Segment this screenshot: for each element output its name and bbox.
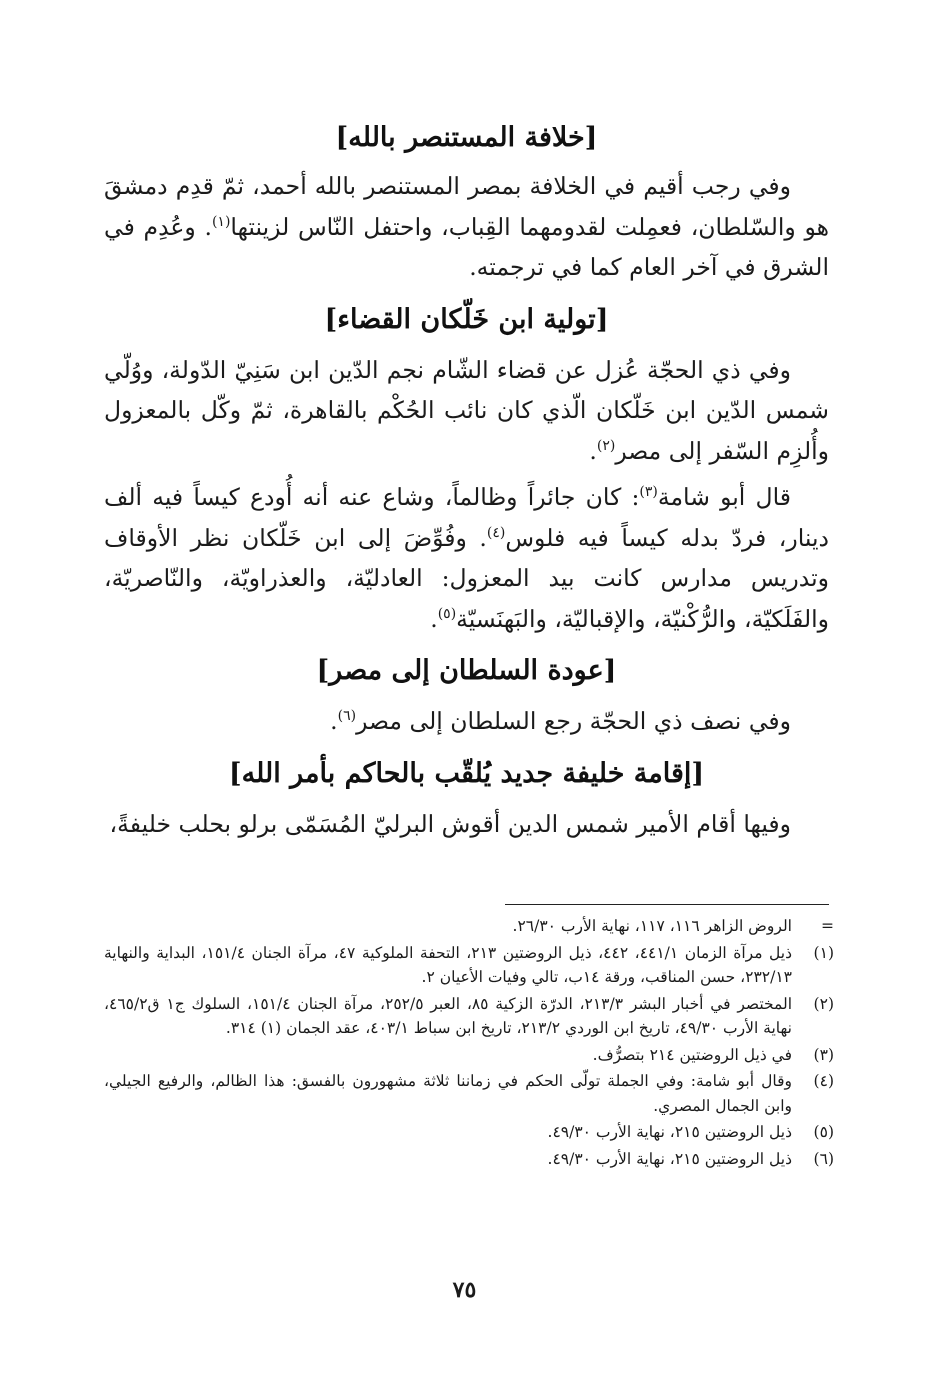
footnote-ref[interactable]: (٤) <box>486 524 506 541</box>
footnote <box>104 1069 834 1118</box>
footnote-number: (٤) <box>813 1072 834 1090</box>
footnote <box>104 941 834 990</box>
footnote-text: في ذيل الروضتين ٢١٤ بتصرُّف. <box>592 1045 792 1064</box>
footnote-text: وقال أبو شامة: وفي الجملة تولّى الحكم في زماننا ثلاثة مشهورون بالفسق: هذا الظالم، والرفيع الجيلي، وابن الجمال المصري. <box>104 1072 792 1115</box>
footnote-text: ذيل الروضتين ٢١٥، نهاية الأرب ٤٩/٣٠. <box>547 1123 792 1141</box>
footnote <box>104 1043 834 1068</box>
footnote-number: (٥) <box>813 1123 834 1141</box>
footnote <box>104 1147 834 1172</box>
footnote <box>104 914 834 939</box>
paragraph: وفي ذي الحجّة عُزل عن قضاء الشّام نجم الدّين ابن سَنِيّ الدّولة، ووُلّي شمس الدّين ابن خَلّكان الّذي كان نائب الحُكْم بالقاهرة، ثمّ وكّل بالمعزول وأُلزِم السّفر إلى مصر$^{(٢)}$. <box>104 355 829 465</box>
paragraph: وفيها أقام الأمير شمس الدين أقوش البرليّ المُسَمّى برلو بحلب خليفةً، <box>109 809 791 838</box>
footnotes <box>104 914 834 1173</box>
section-heading: [خلافة المستنصر بالله] <box>335 122 598 153</box>
footnote-number: (٦) <box>813 1149 834 1168</box>
footnote-ref[interactable]: (١) <box>211 213 231 230</box>
footnote-text: ذيل مرآة الزمان ٤٤١/١، ٤٤٢، ذيل الروضتين ٢١٣، التحفة الملوكية ٤٧، مرآة الجنان ١٥١/٤، البداية والنهاية ٢٣٢/١٣، حسن المناقب، ورقة ١٤ب، تالي وفيات الأعيان ٢. <box>104 943 793 986</box>
main-text <box>104 118 829 844</box>
footnote-text: المختصر في أخبار البشر ٢١٣/٣، الدرّة الزكية ٨٥، العبر ٢٥٢/٥، مرآة الجنان ١٥١/٤، السلوك ج١ ق٤٦٥/٢، نهاية الأرب ٤٩/٣٠، تاريخ ابن الوردي ٢١٣/٢، تاريخ ابن سباط ٤٠٣/١، عقد الجمان (١) ٣١٤. <box>104 994 793 1037</box>
paragraph: وفي رجب أقيم في الخلافة بمصر المستنصر بالله أحمد، ثمّ قدِم دمشقَ هو والسّلطان، فعمِلت لقدومهما القِباب، واحتفل النّاس لزينتها$^{(١)}$. وعُدِم في الشرق في آخر العام كما في ترجمته. <box>104 172 829 281</box>
footnote-number: (١) <box>813 943 834 962</box>
paragraph: وفي نصف ذي الحجّة رجع السلطان إلى مصر$^{(٦)}$. <box>330 707 791 735</box>
footnote <box>104 1120 834 1145</box>
footnote-number: (٢) <box>813 994 834 1013</box>
footnote-divider <box>505 904 829 905</box>
footnote-ref[interactable]: (٦) <box>337 708 357 724</box>
section-heading: [عودة السلطان إلى مصر] <box>316 655 617 686</box>
footnote-number: (٣) <box>813 1045 834 1064</box>
section-heading: [إقامة خليفة جديد يُلقّب بالحاكم بأمر الله] <box>228 757 705 789</box>
footnote-text: الروض الزاهر ١١٦، ١١٧، نهاية الأرب ٢٦/٣٠. <box>512 917 792 935</box>
footnote-number: = <box>821 917 834 935</box>
footnote-ref[interactable]: (٣) <box>639 484 658 500</box>
paragraph: قال أبو شامة$^{(٣)}$: كان جائراً وظالماً، وشاع عنه أنه أُودع كيساً فيه ألف دينار، فردّ بدله كيساً فيه فلوس$^{(٤)}$. وفُوِّضَ إلى ابن خَلّكان نظر الأوقاف وتدريس مدارس كانت بيد المعزول: العادليّة، والعذراويّة، والنّاصريّة، والفَلَكيّة، والرُّكْنيّة، والإقباليّة، والبَهنَسيّة$^{(٥)}$. <box>104 483 829 633</box>
footnote-ref[interactable]: (٢) <box>596 437 616 454</box>
footnote-text: ذيل الروضتين ٢١٥، نهاية الأرب ٤٩/٣٠. <box>547 1149 792 1168</box>
section-heading: [تولية ابن خَلّكان القضاء] <box>324 303 609 335</box>
footnote-ref[interactable]: (٥) <box>437 605 457 622</box>
page-number: ٧٥ <box>452 1277 477 1303</box>
footnote <box>104 992 834 1041</box>
